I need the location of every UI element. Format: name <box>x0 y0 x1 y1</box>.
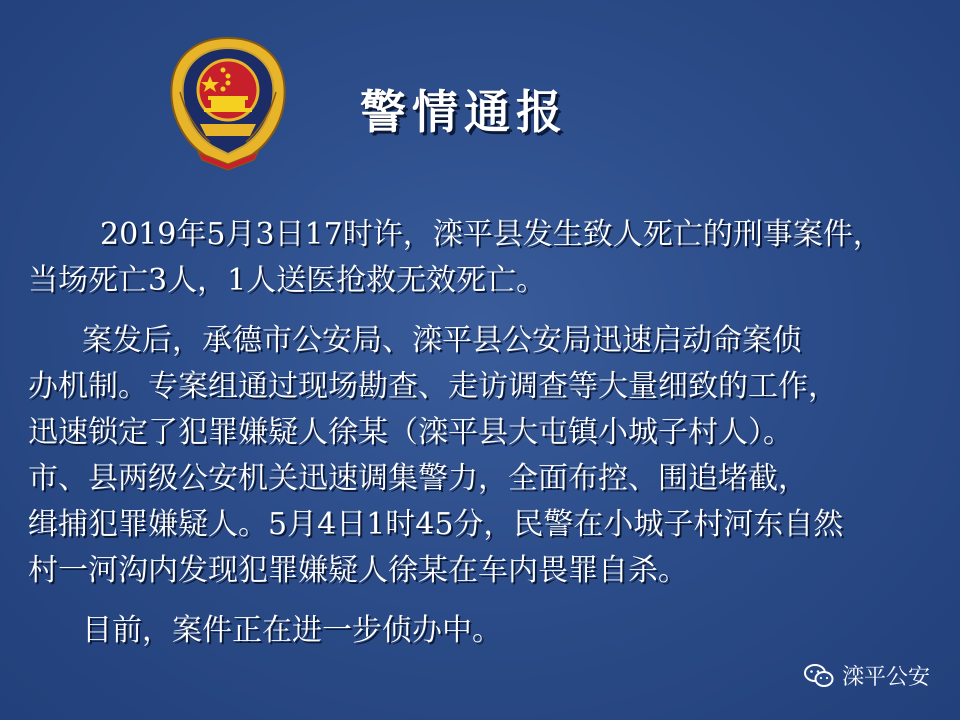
text-line: 缉捕犯罪嫌疑人。5月4日1时45分，民警在小城子村河东自然 <box>28 507 844 542</box>
source-watermark <box>804 660 930 691</box>
watermark-label: 滦平公安 <box>841 665 930 690</box>
text-line: 当场死亡3人，1人送医抢救无效死亡。 <box>28 263 547 298</box>
text-line: 迅速锁定了犯罪嫌疑人徐某（滦平县大屯镇小城子村人）。 <box>28 415 793 450</box>
wechat-icon <box>804 663 834 689</box>
announcement-body <box>28 212 928 654</box>
text-line: 案发后，承德市公安局、滦平县公安局迅速启动命案侦 <box>82 323 802 358</box>
text-line: 市、县两级公安机关迅速调集警力，全面布控、围追堵截， <box>28 461 808 496</box>
text-line: 2019年5月3日17时许，滦平县发生致人死亡的刑事案件， <box>100 217 883 252</box>
text-line: 办机制。专案组通过现场勘查、走访调查等大量细致的工作， <box>28 369 838 404</box>
police-emblem-icon <box>158 32 298 172</box>
page-title: 警情通报 <box>360 85 568 139</box>
text-line: 目前，案件正在进一步侦办中。 <box>82 613 502 648</box>
paragraph-incident <box>28 212 928 258</box>
text-line: 村一河沟内发现犯罪嫌疑人徐某在车内畏罪自杀。 <box>28 553 688 588</box>
